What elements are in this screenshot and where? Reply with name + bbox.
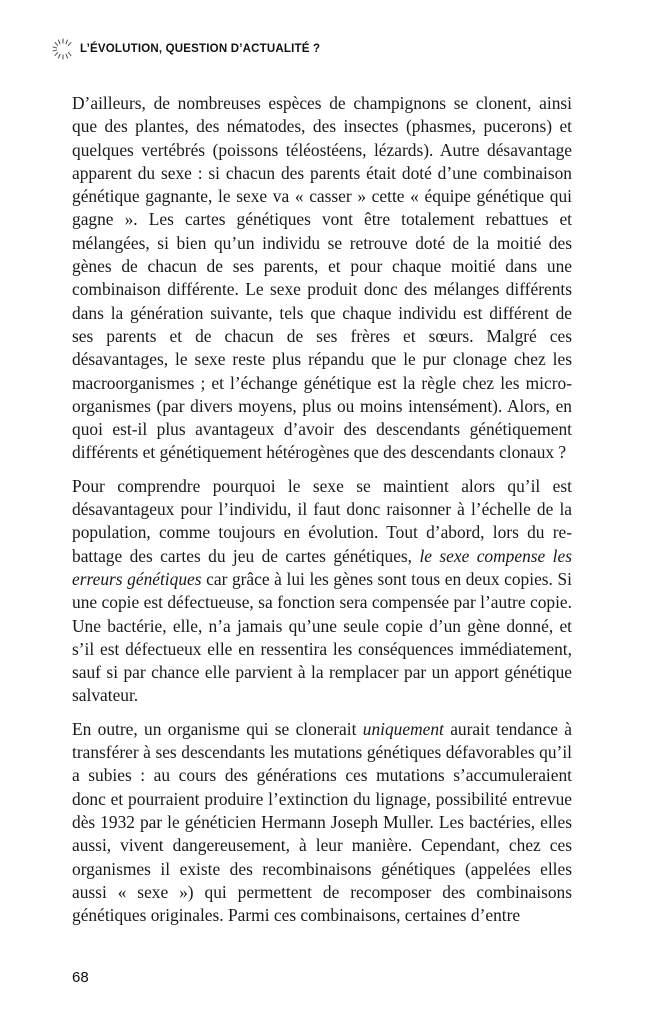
radiating-lines-icon: [52, 38, 74, 60]
page-number: 68: [72, 969, 89, 986]
paragraph-2-text-start: Pour comprendre pourquoi le sexe se maintient alors qu’il est désavantageux pour l’individu, il faut donc raisonner à l’échelle de la population, comme toujours en évolution. Tout d’abord, lors du re-battage des cartes du jeu de cartes génétiques,: [72, 475, 572, 566]
paragraph-2-text-end: car grâce à lui les gènes sont tous en deux copies. Si une copie est défectueuse, sa fonction sera compensée par l’autre copie. Une bactérie, elle, n’a jamais qu’une seule copie d’un gène donné, et s’il est défectueux elle en ressentira les conséquences immédiatement, sauf si par chance elle parvient à la remplacer par un apport génétique salvateur.: [72, 568, 573, 706]
running-head-title: L’ÉVOLUTION, QUESTION D’ACTUALITÉ ?: [80, 43, 321, 55]
paragraph-2: [72, 475, 572, 708]
running-header: [52, 34, 320, 64]
paragraph-1-text: D’ailleurs, de nombreuses espèces de champignons se clonent, ainsi que des plantes, des nématodes, des insectes (phasmes, pucerons) et quelques vertébrés (poissons téléostéens, lézards). Autre désavantage apparent du sexe : si chacun des parents était doté d’une combinaison génétique gagnante, le sexe va « casser » cette « équipe génétique qui gagne ». Les cartes génétiques vont être totalement rebattues et mélangées, si bien qu’un individu se retrouve doté de la moitié des gènes de chacun de ses parents, et pour chaque moitié dans une combinaison différente. Le sexe produit donc des mélanges différents dans la génération suivante, tels que chaque individu est différent de ses parents et de chacun de ses frères et sœurs. Malgré ces désavantages, le sexe reste plus répandu que le pur clonage chez les macroorganismes ; et l’échange génétique est la règle chez les microorganismes (par divers moyens, plus ou moins intensément). Alors, en quoi est-il plus avantageux d’avoir des descendants génétiquement différents et génétiquement hétérogènes que des descendants clonaux ?: [72, 93, 572, 463]
paragraph-3-emphasis: uniquement: [362, 718, 444, 739]
paragraph-3-text-end: aurait tendance à transférer à ses descendants les mutations génétiques défavorables qu’il a subies : au cours des générations ces mutations s’accumuleraient donc et pourraient produire l’extinction du lignage, possibilité entrevue dès 1932 par le généticien Hermann Joseph Muller. Les bactéries, elles aussi, vivent dangereusement, à leur manière. Cependant, chez ces organismes il existe des recombinaisons génétiques (appelées elles aussi « sexe ») qui permettent de recomposer des combinaisons génétiques originales. Parmi ces combinaisons, certaines d’entre: [72, 718, 572, 926]
paragraph-1: [72, 92, 572, 465]
paragraph-3-text-start: En outre, un organisme qui se clonerait: [72, 718, 363, 739]
paragraph-2-emphasis: le sexe compense les erreurs génétiques: [72, 545, 572, 589]
paragraph-3: [72, 718, 572, 928]
page-body: [72, 92, 572, 937]
